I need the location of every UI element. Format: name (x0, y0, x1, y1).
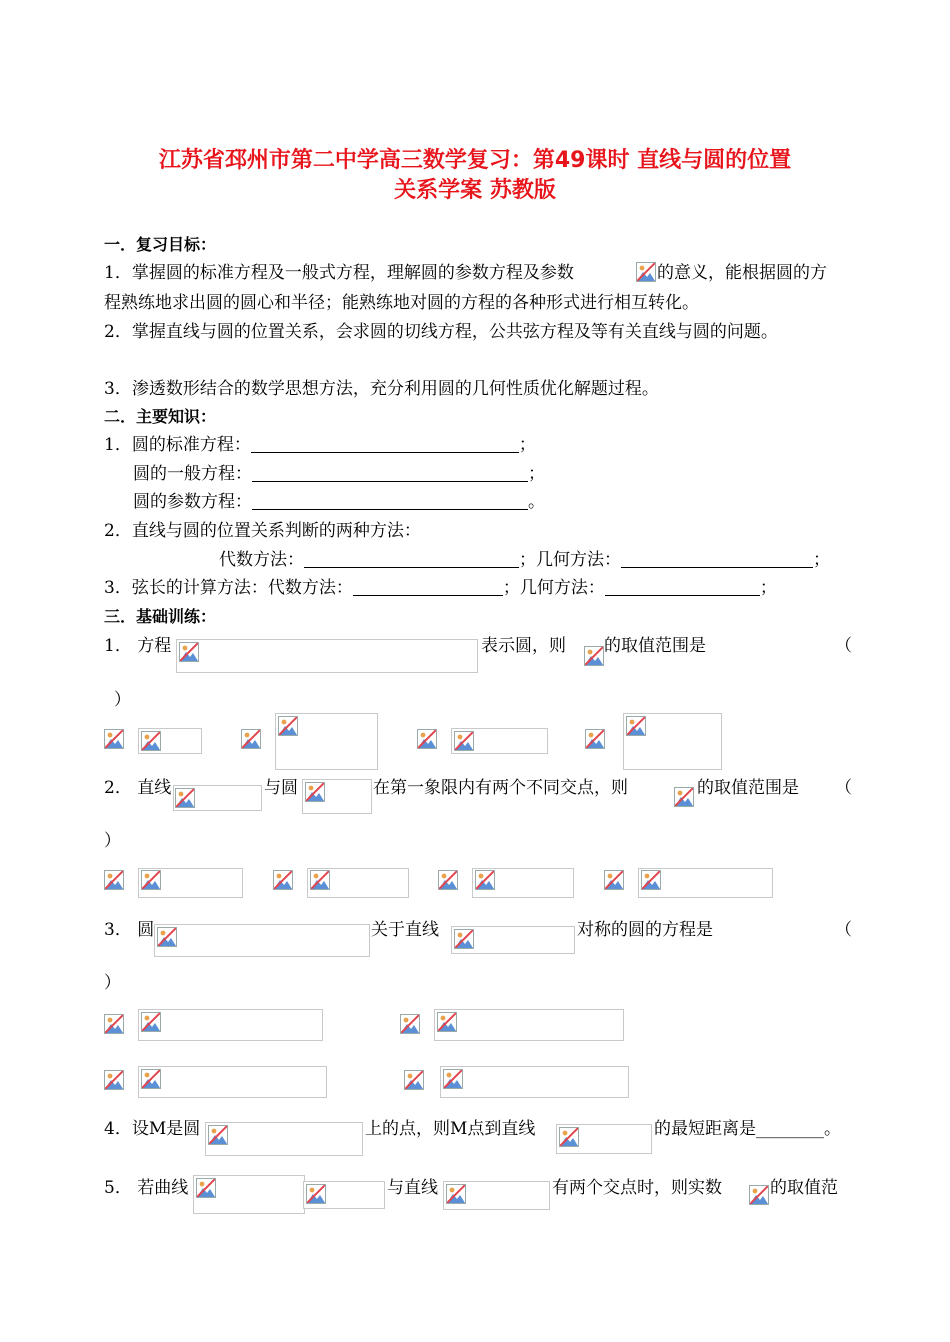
broken-image-icon (241, 729, 261, 749)
broken-image-icon (104, 1014, 124, 1034)
q1-equation-image (176, 639, 478, 673)
relation-methods-row (219, 549, 830, 571)
broken-image-icon (437, 1012, 457, 1032)
broken-image-icon (585, 729, 605, 749)
broken-image-icon (141, 870, 161, 890)
std-equation-label: 1．圆的标准方程： (104, 435, 251, 455)
q5-text-a: 5． 若曲线 (104, 1178, 189, 1198)
broken-image-icon (141, 1012, 161, 1032)
option-image (138, 1009, 323, 1041)
broken-image-icon (641, 870, 661, 890)
q4-circle-image (205, 1122, 363, 1156)
q2-paren-open: （ (835, 778, 852, 798)
chord-geometry-blank (605, 579, 760, 596)
q3-paren-open: （ (835, 920, 852, 940)
q1-text-c: 的取值范围是 (604, 636, 706, 656)
q5-text-d: 的取值范 (770, 1178, 838, 1198)
broken-image-icon (438, 870, 458, 890)
geometry-method-label: ；几何方法： (519, 550, 621, 570)
broken-image-icon (310, 870, 330, 890)
semicolon: ； (528, 464, 545, 484)
q2-paren-close: ） (104, 831, 121, 851)
goal-2-text: 2．掌握直线与圆的位置关系，会求圆的切线方程，公共弦方程及等有关直线与圆的问题。 (104, 322, 778, 342)
broken-image-icon (400, 1014, 420, 1034)
q2-text-a: 2． 直线 (104, 778, 172, 798)
semicolon: ； (518, 435, 536, 455)
q4-text-a: 4．设M是圆 (104, 1119, 201, 1139)
broken-image-icon (175, 788, 195, 808)
period: 。 (528, 492, 545, 512)
goal-1-text-a: 1．掌握圆的标准方程及一般式方程，理解圆的参数方程及参数 (104, 263, 574, 283)
q1-paren-close: ） (114, 690, 131, 710)
broken-image-icon (749, 1185, 769, 1205)
relation-methods-text: 2．直线与圆的位置关系判断的两种方法： (104, 521, 421, 541)
q5-text-c: 有两个交点时，则实数 (552, 1178, 722, 1198)
broken-image-icon (417, 729, 437, 749)
broken-image-icon (104, 1070, 124, 1090)
broken-image-icon (559, 1127, 579, 1147)
q2-text-c: 在第一象限内有两个不同交点，则 (373, 778, 628, 798)
param-equation-row (133, 491, 545, 513)
broken-image-icon (454, 731, 474, 751)
chord-geometry-label: ；几何方法： (502, 578, 605, 598)
broken-image-icon (475, 870, 495, 890)
std-equation-row (104, 434, 536, 456)
goal-1-text-b: 的意义，能根据圆的方 (657, 263, 827, 283)
broken-image-icon (626, 716, 646, 736)
algebra-method-label: 代数方法： (219, 550, 304, 570)
q1-text-b: 表示圆，则 (481, 636, 566, 656)
q1-text-a: 1． 方程 (104, 636, 172, 656)
section-heading-knowledge: 二．主要知识： (104, 407, 217, 426)
chord-algebra-label: 3．弦长的计算方法：代数方法： (104, 578, 353, 598)
broken-image-icon (179, 642, 199, 662)
broken-image-icon (196, 1178, 216, 1198)
q5-text-b: 与直线 (387, 1178, 438, 1198)
q2-text-b: 与圆 (264, 778, 298, 798)
gen-equation-label: 圆的一般方程： (133, 464, 252, 484)
broken-image-icon (604, 870, 624, 890)
semicolon: ； (813, 550, 830, 570)
broken-image-icon (104, 870, 124, 890)
q4-text-b: 上的点，则M点到直线 (365, 1119, 536, 1139)
broken-image-icon (446, 1184, 466, 1204)
param-equation-blank (252, 493, 528, 510)
section-heading-goals: 一．复习目标： (104, 235, 217, 254)
document-title-line1: 江苏省邳州市第二中学高三数学复习：第49课时 直线与圆的位置 (158, 148, 792, 173)
q3-circle-image (154, 924, 370, 957)
chord-algebra-blank (353, 579, 503, 596)
q2-text-d: 的取值范围是 (697, 778, 799, 798)
gen-equation-row (133, 463, 545, 485)
semicolon: ； (759, 578, 777, 598)
q3-text-c: 对称的圆的方程是 (577, 920, 713, 940)
option-image (434, 1009, 624, 1041)
geometry-method-blank (621, 551, 813, 568)
goal-3-text: 3．渗透数形结合的数学思想方法，充分利用圆的几何性质优化解题过程。 (104, 379, 659, 399)
document-title-line2: 关系学案 苏教版 (394, 178, 556, 203)
q3-text-b: 关于直线 (371, 920, 439, 940)
broken-image-icon (141, 731, 161, 751)
q3-paren-close: ） (104, 973, 121, 993)
goal-1-text-c: 程熟练地求出圆的圆心和半径；能熟练地对圆的方程的各种形式进行相互转化。 (104, 293, 699, 313)
q4-text-c: 的最短距离是________。 (654, 1119, 841, 1139)
broken-image-icon (305, 782, 325, 802)
q3-text-a: 3． 圆 (104, 920, 155, 940)
param-equation-label: 圆的参数方程： (133, 492, 252, 512)
broken-image-icon (306, 1184, 326, 1204)
broken-image-icon (454, 929, 474, 949)
chord-methods-row (104, 577, 777, 599)
gen-equation-blank (252, 465, 528, 482)
broken-image-icon (404, 1070, 424, 1090)
broken-image-icon (104, 729, 124, 749)
broken-image-icon (273, 870, 293, 890)
option-image (440, 1066, 629, 1098)
broken-image-icon (208, 1125, 228, 1145)
broken-image-icon (278, 716, 298, 736)
algebra-method-blank (304, 551, 519, 568)
broken-image-icon (157, 927, 177, 947)
broken-image-icon (584, 646, 604, 666)
option-image (138, 1066, 327, 1098)
broken-image-icon (443, 1069, 463, 1089)
broken-image-icon (141, 1069, 161, 1089)
broken-image-icon (636, 262, 656, 282)
broken-image-icon (674, 787, 694, 807)
std-equation-blank (251, 436, 519, 453)
q1-paren-open: （ (835, 636, 852, 656)
section-heading-exercises: 三．基础训练： (104, 607, 217, 626)
